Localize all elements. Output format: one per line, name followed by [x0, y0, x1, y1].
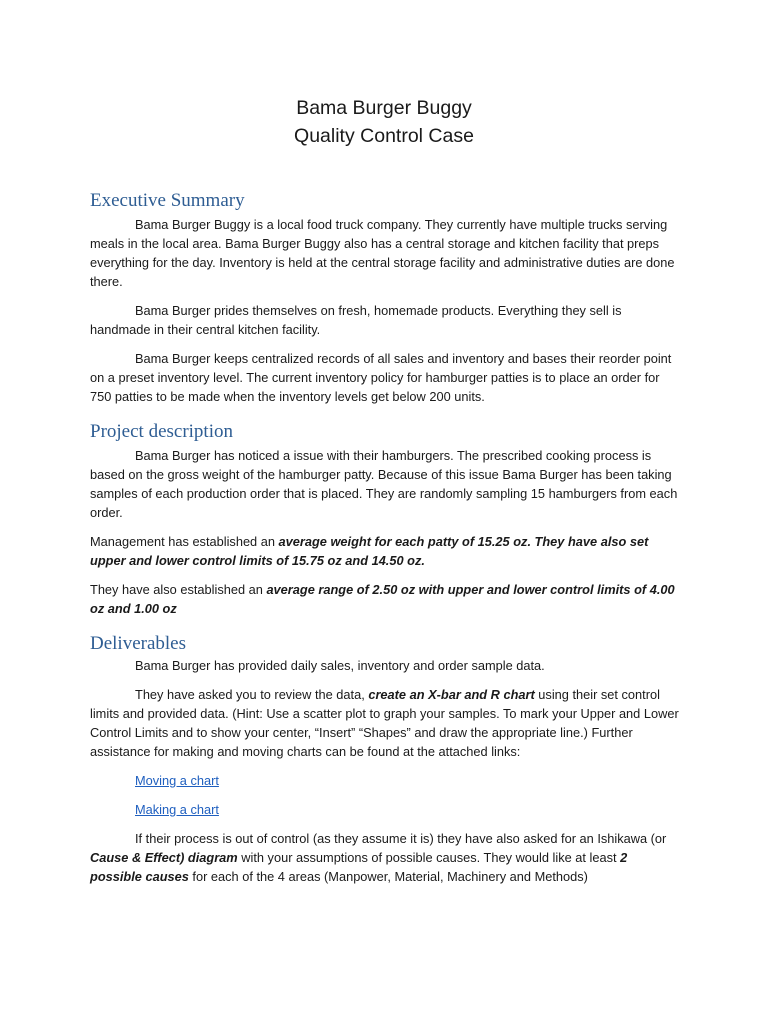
link-paragraph	[90, 800, 680, 819]
executive-summary-paragraph: Bama Burger prides themselves on fresh, homemade products. Everything they sell is handmade in their central kitchen facility.	[90, 303, 622, 337]
moving-chart-link[interactable]: Moving a chart	[135, 773, 219, 788]
title-block	[0, 94, 768, 150]
paragraph-text: using their set control limits and provided data. (Hint: Use a scatter plot to graph your samples. To mark your Upper and Lower Control Limits and to show your center, “Insert” “Shapes” and draw the appropriate line.) Further assistance for making and moving charts can be found at the attached links:	[90, 687, 679, 759]
project-description-paragraph: Bama Burger has noticed a issue with their hamburgers. The prescribed cooking process is based on the gross weight of the hamburger patty. Because of this issue Bama Burger has been taking samples of each production order that is placed. They are randomly sampling 15 hamburgers from each order.	[90, 448, 678, 520]
project-description-heading: Project description	[90, 421, 233, 442]
emphasis-text: 2 possible causes	[90, 850, 628, 884]
deliverables-paragraph	[90, 685, 680, 761]
executive-summary-paragraph: Bama Burger Buggy is a local food truck company. They currently have multiple trucks serving meals in the local area. Bama Burger Buggy also has a central storage and kitchen facility that preps everything for the day. Inventory is held at the central storage facility and administrative duties are done there.	[90, 217, 675, 289]
deliverables-heading: Deliverables	[90, 633, 187, 654]
project-description-section	[90, 421, 680, 618]
executive-summary-heading: Executive Summary	[90, 190, 245, 211]
emphasis-text: average range of 2.50 oz with upper and lower control limits of 4.00 oz and 1.00 oz	[90, 582, 675, 616]
project-description-paragraph	[90, 532, 680, 570]
document-title: Bama Burger Buggy	[296, 97, 472, 119]
emphasis-text: create an X-bar and R chart	[368, 687, 535, 702]
paragraph-text: They have asked you to review the data,	[135, 687, 369, 702]
deliverables-paragraph: Bama Burger has provided daily sales, inventory and order sample data.	[135, 658, 545, 673]
executive-summary-paragraph: Bama Burger keeps centralized records of all sales and inventory and bases their reorder point on a preset inventory level. The current inventory policy for hamburger patties is to place an order for 750 patties to be made when the inventory levels get below 200 units.	[90, 351, 672, 404]
document-subtitle: Quality Control Case	[294, 125, 474, 147]
emphasis-text: Cause & Effect) diagram	[90, 850, 238, 865]
project-description-paragraph	[90, 580, 680, 618]
making-chart-link[interactable]: Making a chart	[135, 802, 219, 817]
deliverables-paragraph	[90, 829, 680, 886]
paragraph-text: for each of the 4 areas (Manpower, Material, Machinery and Methods)	[188, 869, 588, 884]
executive-summary-section	[90, 190, 680, 406]
deliverables-section	[90, 633, 680, 886]
paragraph-text: They have also established an	[90, 582, 267, 597]
paragraph-text: If their process is out of control (as they assume it is) they have also asked for an Ishikawa (or	[135, 831, 667, 846]
paragraph-text: with your assumptions of possible causes. They would like at least	[237, 850, 621, 865]
emphasis-text: average weight for each patty of 15.25 oz. They have also set upper and lower control limits of 15.75 oz and 14.50 oz.	[90, 534, 649, 568]
link-paragraph	[90, 771, 680, 790]
paragraph-text: Management has established an	[90, 534, 279, 549]
